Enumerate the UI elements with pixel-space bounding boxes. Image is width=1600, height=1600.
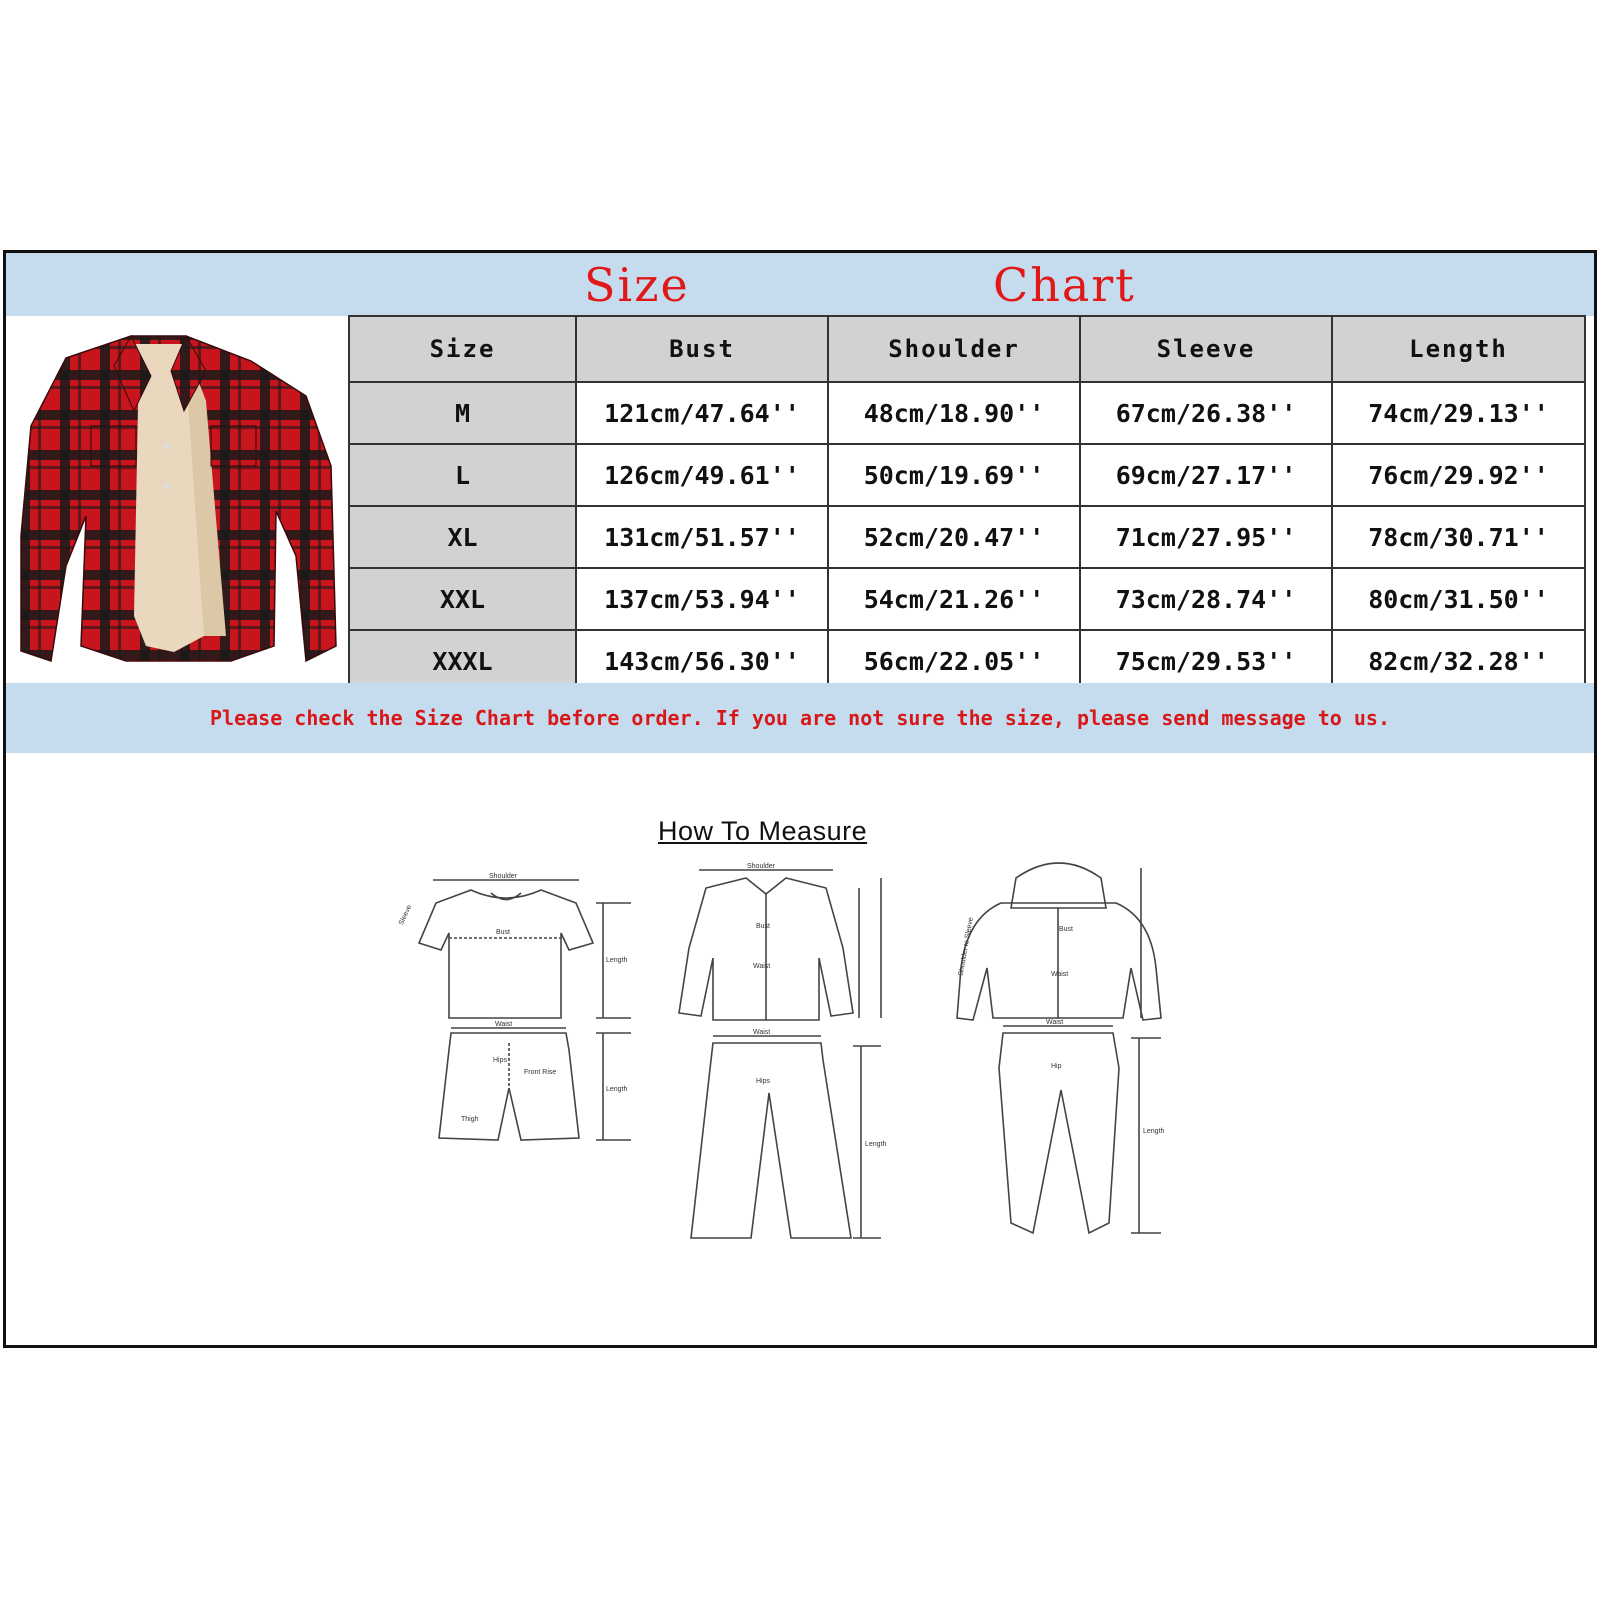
- sleeve-cell: 69cm/27.17'': [1080, 444, 1332, 506]
- how-to-measure-title: How To Measure: [658, 816, 868, 846]
- pants-illustration: [691, 1029, 887, 1238]
- label-shoulder: Shoulder: [489, 873, 518, 880]
- sleeve-cell: 67cm/26.38'': [1080, 382, 1332, 444]
- size-table: [348, 315, 1586, 693]
- table-row: [349, 506, 1585, 568]
- length-cell: 82cm/32.28'': [1332, 630, 1585, 692]
- title-banner: [6, 253, 1594, 316]
- size-cell: XXXL: [349, 630, 576, 692]
- title-chart: Chart: [993, 258, 1136, 312]
- jogger-illustration: [999, 1019, 1165, 1233]
- label-hips: Hips: [493, 1057, 508, 1064]
- label-pants-hips: Hips: [756, 1078, 771, 1085]
- label-pants-length: Length: [865, 1141, 887, 1148]
- table-row: [349, 568, 1585, 630]
- label-pants-waist: Waist: [753, 1029, 771, 1036]
- length-cell: 80cm/31.50'': [1332, 568, 1585, 630]
- sleeve-cell: 71cm/27.95'': [1080, 506, 1332, 568]
- length-cell: 74cm/29.13'': [1332, 382, 1585, 444]
- header-bust: Bust: [576, 316, 828, 382]
- header-sleeve: Sleeve: [1080, 316, 1332, 382]
- label-shirt-shoulder: Shoulder: [747, 863, 776, 870]
- size-cell: L: [349, 444, 576, 506]
- table-row: [349, 382, 1585, 444]
- label-hoodie-bust: Bust: [1059, 926, 1074, 933]
- bust-cell: 137cm/53.94'': [576, 568, 828, 630]
- shoulder-cell: 50cm/19.69'': [828, 444, 1080, 506]
- table-row: [349, 444, 1585, 506]
- shoulder-cell: 52cm/20.47'': [828, 506, 1080, 568]
- label-waist: Waist: [495, 1021, 513, 1028]
- header-length: Length: [1332, 316, 1585, 382]
- header-size: Size: [349, 316, 576, 382]
- shoulder-cell: 54cm/21.26'': [828, 568, 1080, 630]
- measure-diagram: [361, 828, 1246, 1298]
- header-shoulder: Shoulder: [828, 316, 1080, 382]
- label-hoodie-waist: Waist: [1051, 971, 1069, 978]
- label-bust: Bust: [496, 929, 511, 936]
- size-cell: XXL: [349, 568, 576, 630]
- order-note: Please check the Size Chart before order. If you are not sure the size, please send message to us.: [6, 683, 1594, 753]
- label-jogger-waist: Waist: [1046, 1019, 1064, 1026]
- size-cell: M: [349, 382, 576, 444]
- sleeve-cell: 75cm/29.53'': [1080, 630, 1332, 692]
- shorts-illustration: [439, 1021, 631, 1140]
- tshirt-illustration: [398, 873, 631, 1018]
- bust-cell: 131cm/51.57'': [576, 506, 828, 568]
- size-cell: XL: [349, 506, 576, 568]
- label-shorts-length: Length: [606, 1086, 628, 1093]
- label-jogger-length: Length: [1143, 1128, 1165, 1135]
- label-sleeve: Sleeve: [397, 903, 414, 927]
- label-jogger-hip: Hip: [1051, 1063, 1062, 1070]
- table-header-row: [349, 316, 1585, 382]
- title-size: Size: [584, 258, 690, 312]
- bust-cell: 121cm/47.64'': [576, 382, 828, 444]
- label-shoulder-to-sleeve: Shoulder to Sleeve: [957, 916, 975, 977]
- label-shirt-waist: Waist: [753, 963, 771, 970]
- label-front-rise: Front Rise: [524, 1069, 557, 1076]
- bust-cell: 126cm/49.61'': [576, 444, 828, 506]
- label-length: Length: [606, 957, 628, 964]
- length-cell: 78cm/30.71'': [1332, 506, 1585, 568]
- shoulder-cell: 48cm/18.90'': [828, 382, 1080, 444]
- hoodie-illustration: [957, 863, 1161, 1020]
- label-shirt-bust: Bust: [756, 923, 771, 930]
- shoulder-cell: 56cm/22.05'': [828, 630, 1080, 692]
- size-chart-frame: [3, 250, 1597, 1348]
- jacket-photo: [6, 316, 349, 683]
- sleeve-cell: 73cm/28.74'': [1080, 568, 1332, 630]
- length-cell: 76cm/29.92'': [1332, 444, 1585, 506]
- bust-cell: 143cm/56.30'': [576, 630, 828, 692]
- shirt-illustration: [679, 863, 881, 1020]
- label-thigh: Thigh: [461, 1116, 479, 1123]
